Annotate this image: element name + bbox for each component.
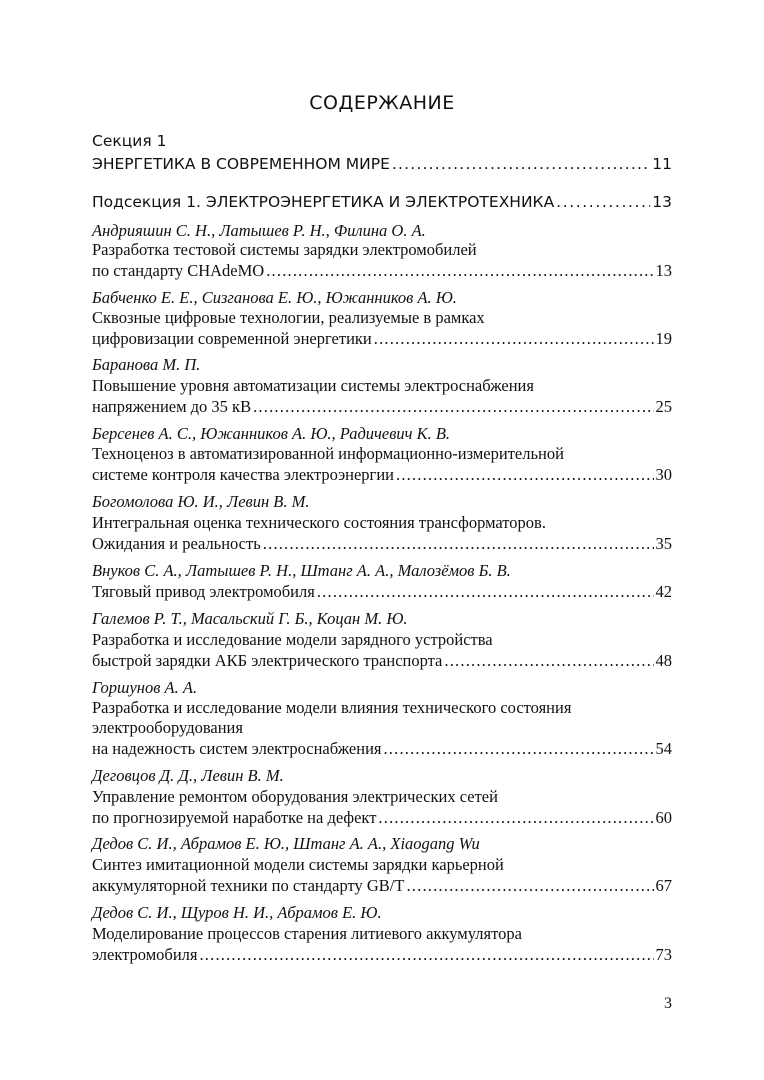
leader-dots <box>199 945 653 965</box>
leader-dots <box>263 534 654 554</box>
page-title: СОДЕРЖАНИЕ <box>309 92 455 114</box>
entry-page: 30 <box>655 465 672 484</box>
entry-authors: Дедов С. И., Щуров Н. И., Абрамов Е. Ю. <box>92 903 382 922</box>
entry-page: 54 <box>655 739 672 758</box>
entry-title-line: Разработка и исследование модели влияния технического состояния <box>92 698 572 717</box>
entry-title-end: Тяговый привод электромобиля <box>92 582 315 601</box>
entry-title-line: Синтез имитационной модели системы зарядки карьерной <box>92 855 504 874</box>
leader-dots <box>406 876 653 896</box>
entry-title-line: Интегральная оценка технического состояния трансформаторов. <box>92 513 546 532</box>
entry-authors: Андрияшин С. Н., Латышев Р. Н., Филина О. А. <box>92 221 426 240</box>
leader-dots <box>317 582 654 602</box>
entry-title-end: по прогнозируемой наработке на дефект <box>92 808 377 827</box>
leader-dots <box>383 739 653 759</box>
entry-title-end: по стандарту CHAdeMO <box>92 261 265 280</box>
entry-last-line[interactable] <box>92 739 672 759</box>
entry-page: 25 <box>655 397 672 416</box>
leader-dots <box>392 155 650 173</box>
entry-last-line[interactable] <box>92 945 672 965</box>
entry-title-line: Повышение уровня автоматизации системы электроснабжения <box>92 376 534 395</box>
page-number: 3 <box>664 995 672 1012</box>
entry-title-line: электрооборудования <box>92 718 243 737</box>
entry-authors: Баранова М. П. <box>92 355 201 374</box>
entry-last-line[interactable] <box>92 582 672 602</box>
leader-dots <box>396 465 654 485</box>
entry-last-line[interactable] <box>92 261 672 281</box>
entry-authors: Внуков С. А., Латышев Р. Н., Штанг А. А., Малозёмов Б. В. <box>92 561 511 580</box>
subsection-entry[interactable] <box>92 193 672 211</box>
leader-dots <box>266 261 653 281</box>
leader-dots <box>556 193 650 211</box>
entry-title-end: на надежность систем электроснабжения <box>92 739 382 758</box>
entry-title-end: Ожидания и реальность <box>92 534 261 553</box>
entry-title-end: цифровизации современной энергетики <box>92 329 372 348</box>
entry-title-line: Разработка тестовой системы зарядки электромобилей <box>92 240 477 259</box>
section-title: ЭНЕРГЕТИКА В СОВРЕМЕННОМ МИРЕ <box>92 155 390 173</box>
entry-page: 13 <box>655 261 672 280</box>
entry-page: 42 <box>655 582 672 601</box>
entry-authors: Галемов Р. Т., Масальский Г. Б., Коцан М. Ю. <box>92 609 408 628</box>
leader-dots <box>374 329 654 349</box>
entry-title-end: системе контроля качества электроэнергии <box>92 465 394 484</box>
entry-last-line[interactable] <box>92 876 672 896</box>
entry-authors: Горшунов А. А. <box>92 678 198 697</box>
entry-title-line: Сквозные цифровые технологии, реализуемые в рамках <box>92 308 485 327</box>
entry-authors: Берсенев А. С., Южанников А. Ю., Радичевич К. В. <box>92 424 451 443</box>
entry-title-end: напряжением до 35 кВ <box>92 397 252 416</box>
entry-title-line: Управление ремонтом оборудования электрических сетей <box>92 787 498 806</box>
subsection-page: 13 <box>652 193 672 211</box>
entry-last-line[interactable] <box>92 465 672 485</box>
entry-authors: Бабченко Е. Е., Сизганова Е. Ю., Южанников А. Ю. <box>92 288 457 307</box>
entry-title-end: электромобиля <box>92 945 198 964</box>
entry-page: 73 <box>655 945 672 964</box>
leader-dots <box>253 397 653 417</box>
entry-authors: Деговцов Д. Д., Левин В. М. <box>92 766 284 785</box>
entry-title-end: аккумуляторной техники по стандарту GB/T <box>92 876 405 895</box>
entry-last-line[interactable] <box>92 397 672 417</box>
entry-last-line[interactable] <box>92 808 672 828</box>
section-page: 11 <box>652 155 672 173</box>
entry-authors: Богомолова Ю. И., Левин В. М. <box>92 492 310 511</box>
section-label: Секция 1 <box>92 132 167 150</box>
leader-dots <box>378 808 653 828</box>
entry-authors: Дедов С. И., Абрамов Е. Ю., Штанг А. А., Xiaogang Wu <box>92 834 480 853</box>
leader-dots <box>444 651 653 671</box>
entry-page: 48 <box>655 651 672 670</box>
entry-last-line[interactable] <box>92 329 672 349</box>
entry-page: 67 <box>655 876 672 895</box>
entry-page: 60 <box>655 808 672 827</box>
entry-title-end: быстрой зарядки АКБ электрического транспорта <box>92 651 443 670</box>
entry-last-line[interactable] <box>92 651 672 671</box>
section-entry[interactable] <box>92 155 672 173</box>
entry-title-line: Моделирование процессов старения литиевого аккумулятора <box>92 924 522 943</box>
entry-title-line: Техноценоз в автоматизированной информационно-измерительной <box>92 444 564 463</box>
subsection-title: Подсекция 1. ЭЛЕКТРОЭНЕРГЕТИКА И ЭЛЕКТРОТЕХНИКА <box>92 193 555 211</box>
entry-page: 19 <box>655 329 672 348</box>
entry-last-line[interactable] <box>92 534 672 554</box>
entry-page: 35 <box>655 534 672 553</box>
entry-title-line: Разработка и исследование модели зарядного устройства <box>92 630 493 649</box>
